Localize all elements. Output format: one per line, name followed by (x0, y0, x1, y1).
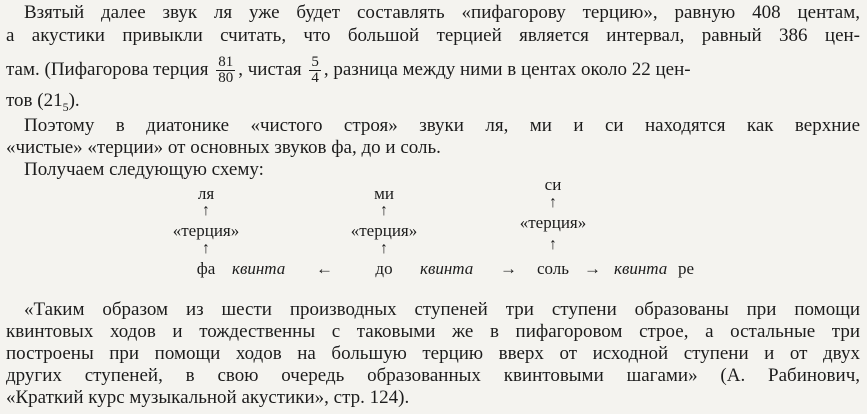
paragraph-1-line-3 (6, 49, 860, 91)
subscript-5: 5 (62, 99, 69, 114)
line-3-text-c: , разница между ними в центах около 22 цен- (323, 59, 691, 80)
line-3-text-b: , чистая (238, 59, 302, 80)
fraction-5-4 (309, 55, 321, 86)
paragraph-1-line-4 (6, 90, 860, 118)
fraction-81-80 (216, 55, 235, 86)
paragraph-3-line-1: Получаем следующую схему: (24, 159, 264, 180)
scheme-kvinta-3: квинта (614, 259, 668, 278)
fraction-2-numerator: 5 (311, 54, 319, 71)
up-arrow-icon: ↑ (202, 202, 210, 219)
scheme-sol: соль (536, 259, 570, 278)
scheme-kvinta-2: квинта (420, 259, 474, 278)
up-arrow-icon: ↑ (380, 240, 388, 257)
scheme-tertsia-2: «терция» (350, 221, 418, 240)
right-arrow-icon: → (500, 259, 517, 278)
fraction-1-numerator: 81 (218, 54, 234, 71)
scheme-top-la: ля (197, 184, 215, 203)
paragraph-2-line-2: «чистые» «терции» от основных звуков фа, до и соль. (6, 137, 441, 158)
fraction-1-denominator: 80 (218, 70, 234, 87)
paragraph-2-line-1: Поэтому в диатонике «чистого строя» звуки ля, ми и си находятся как верхние (24, 115, 860, 136)
line-3-text-a: там. (Пифагорова терция (6, 59, 209, 80)
right-arrow-icon: → (584, 259, 601, 278)
up-arrow-icon: ↑ (380, 202, 388, 219)
paragraph-1-line-2: а акустики привыкли считать, что большой терцией является интервал, равный 386 цен- (6, 25, 860, 46)
line-4-text-a: тов (21 (6, 90, 63, 111)
quote-line-3: построены при помощи ходов на большую терцию вверх от исходной ступени и от двух (6, 343, 860, 364)
quote-line-2: квинтовых ходов и тождественны с таковыми же в пифагоровом строе, а остальные три (6, 321, 860, 342)
up-arrow-icon: ↑ (549, 194, 557, 211)
scheme-tertsia-3: «терция» (519, 213, 587, 232)
fraction-2-denominator: 4 (311, 70, 319, 87)
scheme-top-mi: ми (374, 184, 394, 203)
scheme-fa: фа (196, 259, 216, 278)
line-4-text-b: ). (68, 90, 80, 111)
quote-line-1: «Таким образом из шести производных ступеней три ступени образованы при помощи (24, 299, 860, 320)
scheme-top-si: си (544, 175, 562, 194)
up-arrow-icon: ↑ (202, 240, 210, 257)
left-arrow-icon: ← (316, 259, 333, 278)
scheme-tertsia-1: «терция» (172, 221, 240, 240)
scheme-kvinta-1: квинта (232, 259, 286, 278)
quote-line-5: «Краткий курс музыкальной акустики», стр. 124). (6, 387, 410, 408)
scheme-do: до (375, 259, 393, 278)
up-arrow-icon: ↑ (549, 236, 557, 253)
paragraph-1-line-1: Взятый далее звук ля уже будет составлять «пифагорову терцию», равную 408 центам, (24, 2, 860, 23)
quote-line-4: других ступеней, в свою очередь образованных квинтовыми шагами» (А. Рабинович, (6, 365, 860, 386)
scheme-re: ре (678, 259, 695, 278)
